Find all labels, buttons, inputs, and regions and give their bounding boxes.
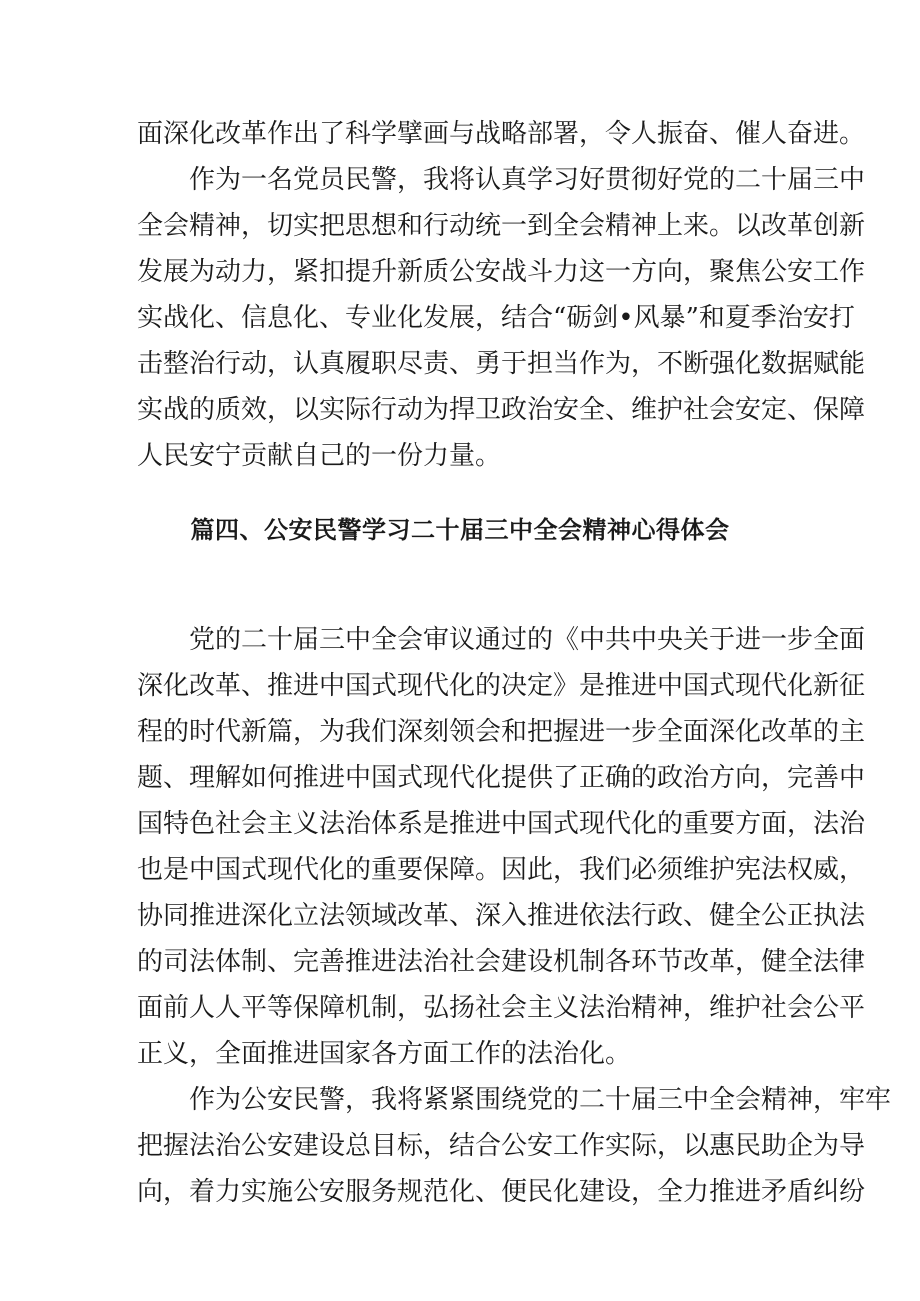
paragraph-line: 击整治行动，认真履职尽责、勇于担当作为，不断强化数据赋能 [137, 349, 866, 379]
paragraph-line: 发展为动力，紧扣提升新质公安战斗力这一方向，聚焦公安工作 [137, 257, 866, 287]
paragraph-line: 实战化、信息化、专业化发展，结合“砺剑•风暴”和夏季治安打 [137, 303, 855, 333]
paragraph-line: 深化改革、推进中国式现代化的决定》是推进中国式现代化新征 [137, 671, 866, 701]
paragraph-line: 全会精神，切实把思想和行动统一到全会精神上来。以改革创新 [137, 211, 866, 241]
paragraph-line: 向，着力实施公安服务规范化、便民化建设，全力推进矛盾纠纷 [137, 1177, 866, 1207]
paragraph-line: 题、理解如何推进中国式现代化提供了正确的政治方向，完善中 [137, 763, 866, 793]
paragraph-line: 实战的质效，以实际行动为捍卫政治安全、维护社会安定、保障 [137, 395, 866, 425]
paragraph-line: 的司法体制、完善推进法治社会建设机制各环节改革，健全法律 [137, 947, 866, 977]
paragraph-line: 作为一名党员民警，我将认真学习好贯彻好党的二十届三中 [189, 165, 866, 195]
paragraph-line: 协同推进深化立法领域改革、深入推进依法行政、健全公正执法 [137, 901, 866, 931]
paragraph-line: 正义，全面推进国家各方面工作的法治化。 [137, 1039, 632, 1069]
paragraph-line: 面深化改革作出了科学擘画与战略部署，令人振奋、催人奋进。 [137, 119, 866, 149]
paragraph-line: 面前人人平等保障机制，弘扬社会主义法治精神，维护社会公平 [137, 993, 866, 1023]
paragraph-line: 国特色社会主义法治体系是推进中国式现代化的重要方面，法治 [137, 809, 866, 839]
paragraph-line: 作为公安民警，我将紧紧围绕党的二十届三中全会精神，牢牢 [189, 1085, 892, 1115]
paragraph-line: 也是中国式现代化的重要保障。因此，我们必须维护宪法权威， [137, 855, 866, 885]
paragraph-line: 程的时代新篇，为我们深刻领会和把握进一步全面深化改革的主 [137, 717, 866, 747]
paragraph-line: 把握法治公安建设总目标，结合公安工作实际，以惠民助企为导 [137, 1131, 866, 1161]
paragraph-line: 人民安宁贡献自己的一份力量。 [137, 441, 502, 471]
paragraph-line: 党的二十届三中全会审议通过的《中共中央关于进一步全面 [189, 625, 866, 655]
section-heading: 篇四、公安民警学习二十届三中全会精神心得体会 [190, 516, 730, 544]
